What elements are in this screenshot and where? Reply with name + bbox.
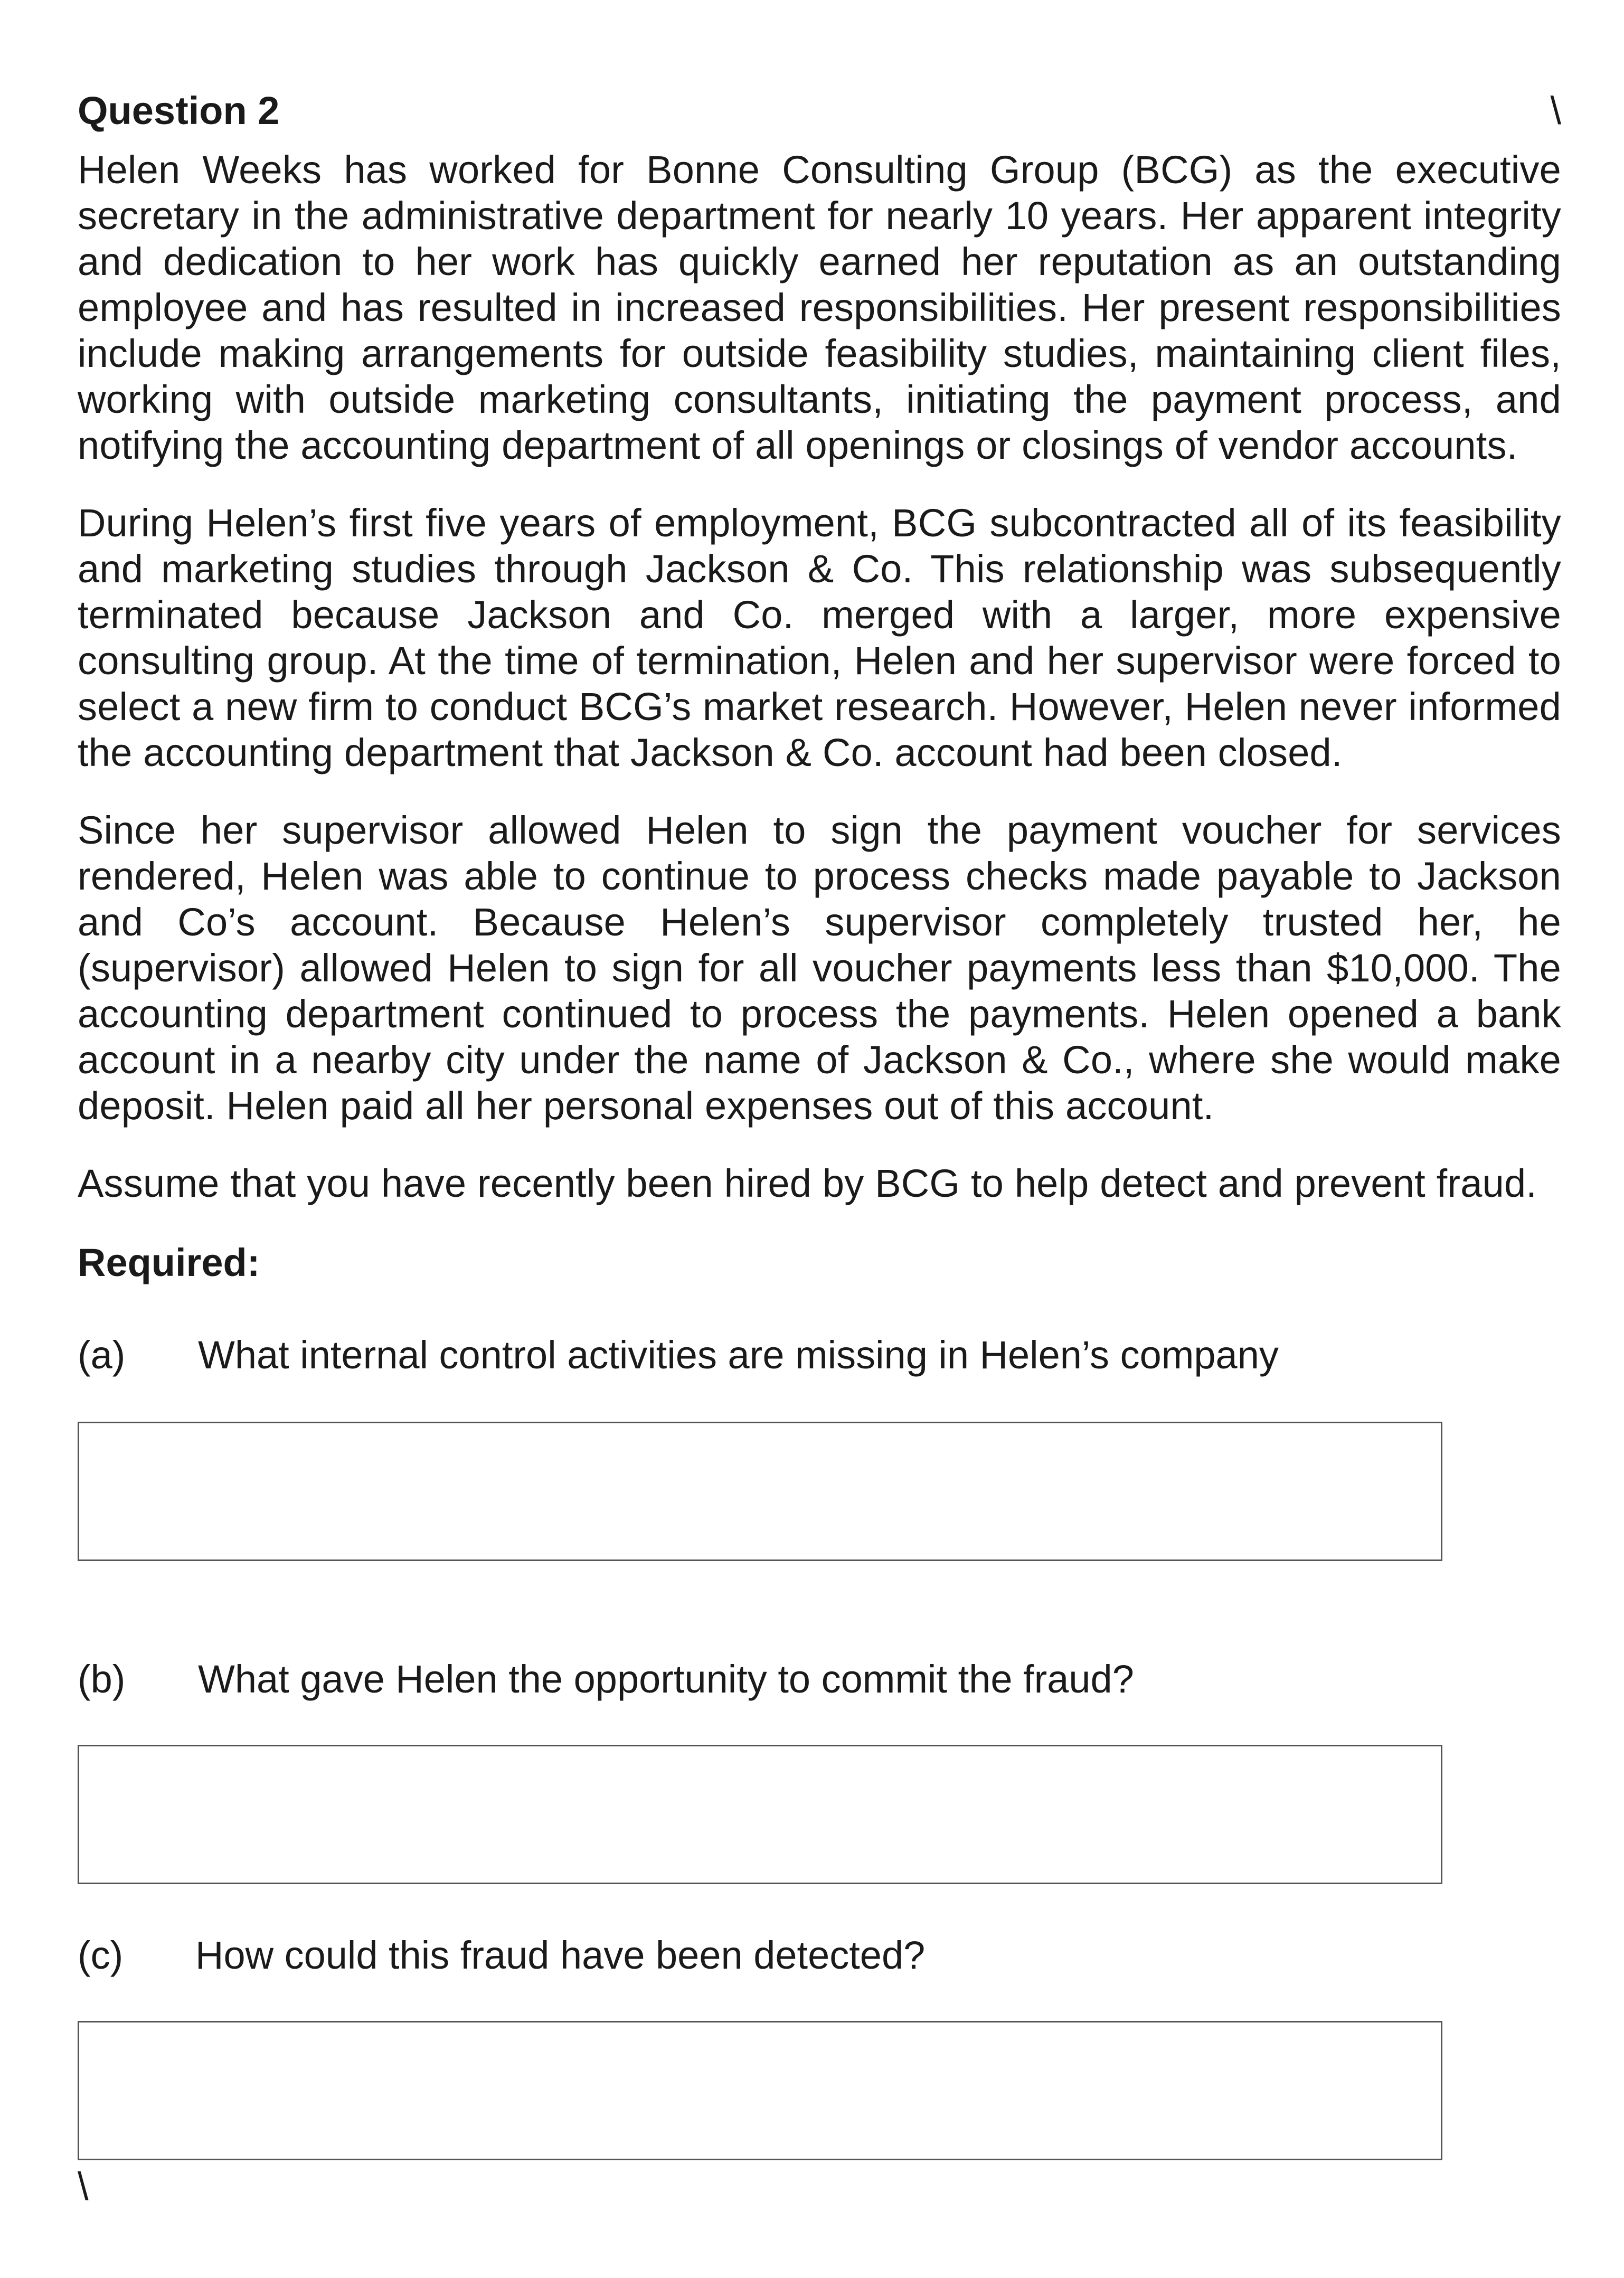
answer-box-c[interactable] xyxy=(78,2021,1442,2160)
question-title: Question 2 xyxy=(78,89,280,133)
answer-box-a[interactable] xyxy=(78,1422,1442,1561)
question-b xyxy=(78,1656,1561,1702)
question-b-label: (b) xyxy=(78,1657,126,1701)
corner-mark: \ xyxy=(1550,89,1561,133)
question-c xyxy=(78,1932,1561,1978)
document-page xyxy=(78,84,1561,1285)
title-row xyxy=(78,84,1561,137)
question-a xyxy=(78,1332,1561,1378)
case-paragraph-3: Since her supervisor allowed Helen to sign the payment voucher for services rendered, Helen was able to continue to process checks made payable to Jackson and Co’s account. Because Helen’s supervisor completely trusted her, he (supervisor) allowed Helen to sign for all voucher payments less than $10,000. The accounting department continued to process the payments. Helen opened a bank account in a nearby city under the name of Jackson & Co., where she would make deposit. Helen paid all her personal expenses out of this account. xyxy=(78,808,1561,1128)
question-a-text: What internal control activities are missing in Helen’s company xyxy=(198,1333,1279,1377)
case-paragraph-1: Helen Weeks has worked for Bonne Consulting Group (BCG) as the executive secretary in the administrative department for nearly 10 years. Her apparent integrity and dedication to her work has quickly earned her reputation as an outstanding employee and has resulted in increased responsibilities. Her present responsibilities include making arrangements for outside feasibility studies, maintaining client files, working with outside marketing consultants, initiating the payment process, and notifying the accounting department of all openings or closings of vendor accounts. xyxy=(78,148,1561,467)
question-a-label: (a) xyxy=(78,1333,126,1377)
question-c-text: How could this fraud have been detected? xyxy=(195,1933,926,1977)
answer-box-b[interactable] xyxy=(78,1745,1442,1884)
footer-mark: \ xyxy=(78,2164,89,2208)
question-c-label: (c) xyxy=(78,1933,124,1977)
case-paragraph-4: Assume that you have recently been hired by BCG to help detect and prevent fraud. xyxy=(78,1161,1537,1205)
case-paragraph-2: During Helen’s first five years of employment, BCG subcontracted all of its feasibility and marketing studies through Jackson & Co. This relationship was subsequently terminated because Jackson and Co. merged with a larger, more expensive consulting group. At the time of termination, Helen and her supervisor were forced to select a new firm to conduct BCG’s market research. However, Helen never informed the accounting department that Jackson & Co. account had been closed. xyxy=(78,501,1561,774)
question-b-text: What gave Helen the opportunity to commit the fraud? xyxy=(198,1657,1134,1701)
required-heading: Required: xyxy=(78,1241,260,1284)
